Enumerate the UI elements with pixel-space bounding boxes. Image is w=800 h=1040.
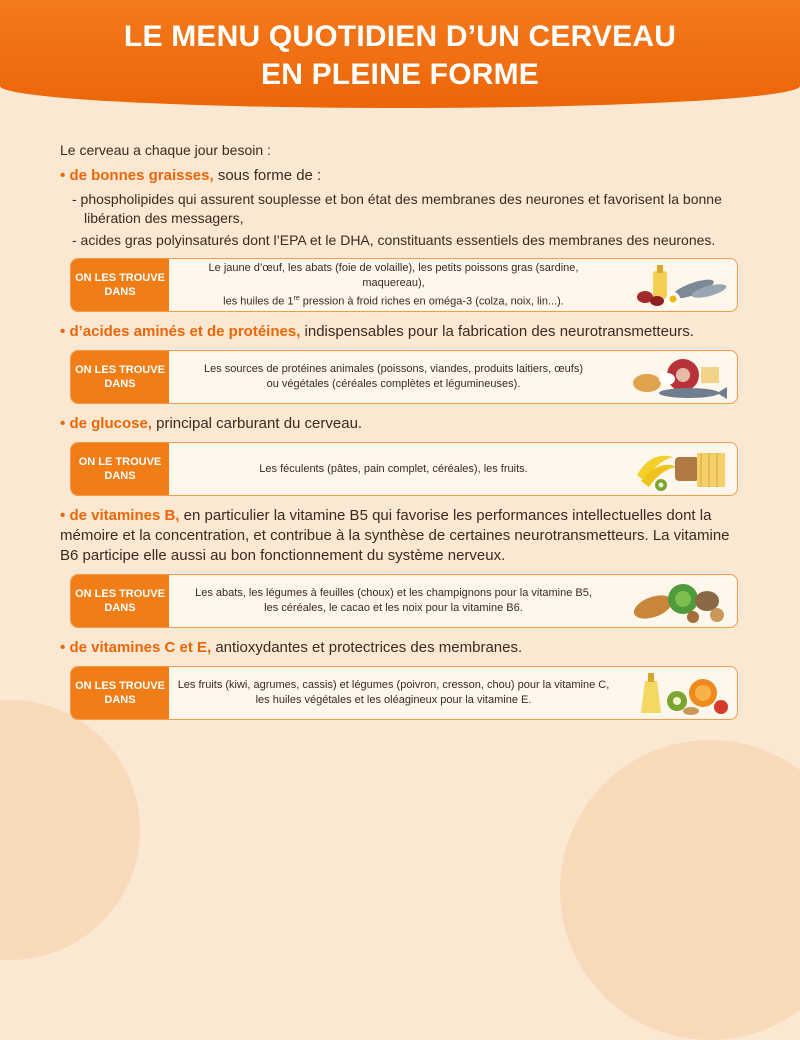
source-line-2 (223, 291, 564, 310)
list-item: - phospholipides qui assurent souplesse et bon état des membranes des neurones et favorisent la bonne libération des messagers, (72, 191, 722, 226)
sublist-graisses (60, 190, 750, 250)
section-rest: en particulier la vitamine B5 qui favorise les performances intellectuelles dont la mémoire et la concentration, et contribue à la synthèse de certaines neurotransmetteurs. La vitamine B6 participe elle aussi au bon fonctionnement du système nerveux. (60, 507, 730, 564)
source-line-2a: les huiles de 1 (223, 295, 294, 308)
section-title-graisses (60, 166, 750, 186)
source-tag (71, 259, 169, 311)
title-line-2: EN PLEINE FORME (260, 58, 540, 91)
source-line-1: Les fruits (kiwi, agrumes, cassis) et légumes (poivron, cresson, chou) pour la vitamine C, (177, 679, 610, 691)
section-rest: antioxydantes et protectrices des membranes. (211, 639, 523, 656)
bullet: • (60, 323, 66, 340)
source-line-2: ou végétales (céréales complètes et légumineuses). (266, 378, 521, 390)
tag-line-2: DANS (104, 602, 136, 614)
meat-fish-bread-illustration (631, 353, 731, 401)
title-line-1: LE MENU QUOTIDIEN D’UN CERVEAU (123, 20, 677, 53)
section-title-proteines (60, 322, 750, 342)
source-tag (71, 575, 169, 627)
source-box-vitamines-b (70, 574, 738, 628)
section-highlight: de bonnes graisses, (69, 167, 214, 184)
bread-cabbage-nuts-illustration (631, 577, 731, 625)
bullet: • (60, 507, 66, 524)
source-line-2: les huiles végétales et les oléagineux pour la vitamine E. (255, 694, 532, 706)
tag-line-1: ON LES TROUVE (75, 680, 165, 692)
source-text (176, 443, 611, 495)
source-line-1: Les abats, les légumes à feuilles (choux) et les champignons pour la vitamine B5, (195, 587, 592, 599)
tag-line-1: ON LES TROUVE (75, 272, 165, 284)
section-rest: principal carburant du cerveau. (151, 415, 363, 432)
tag-line-1: ON LE TROUVE (78, 456, 162, 468)
source-tag (71, 443, 169, 495)
source-line-1: Les féculents (pâtes, pain complet, céréales), les fruits. (259, 462, 528, 475)
banana-bread-pasta-illustration (631, 445, 731, 493)
decorative-circle-left (0, 700, 140, 960)
decorative-circle-right (560, 740, 800, 1040)
source-line-2: les céréales, le cacao et les noix pour la vitamine B6. (264, 602, 523, 614)
page-title (0, 18, 800, 94)
section-title-vitamines-ce (60, 638, 750, 658)
source-box-proteines (70, 350, 738, 404)
list-item: - acides gras polyinsaturés dont l’EPA et le DHA, constituants essentiels des membranes des neurones. (72, 232, 716, 248)
source-text (176, 575, 611, 627)
superscript: re (293, 294, 300, 302)
tag-line-2: DANS (104, 694, 136, 706)
source-box-glucose (70, 442, 738, 496)
tag-line-1: ON LES TROUVE (75, 588, 165, 600)
tag-line-2: DANS (104, 378, 136, 390)
section-highlight: de vitamines C et E, (69, 639, 212, 656)
source-box-graisses (70, 258, 738, 312)
header-banner (0, 0, 800, 108)
bullet: • (60, 167, 66, 184)
section-highlight: de glucose, (69, 415, 152, 432)
section-title-glucose (60, 414, 750, 434)
tag-line-2: DANS (104, 286, 136, 298)
source-line-2b: pression à froid riches en oméga-3 (colza, noix, lin...). (299, 295, 564, 308)
source-line-1: Les sources de protéines animales (poissons, viandes, produits laitiers, œufs) (203, 363, 584, 375)
source-tag (71, 667, 169, 719)
section-highlight: d’acides aminés et de protéines, (69, 323, 301, 340)
bullet: • (60, 639, 66, 656)
source-text (176, 667, 611, 719)
intro-text: Le cerveau a chaque jour besoin : (60, 142, 271, 158)
oil-kiwi-orange-illustration (631, 669, 731, 717)
section-rest: sous forme de : (213, 167, 322, 184)
eggs-fish-oil-illustration (631, 261, 731, 309)
source-tag (71, 351, 169, 403)
section-highlight: de vitamines B, (69, 507, 180, 524)
source-line-1: Le jaune d’œuf, les abats (foie de volaille), les petits poissons gras (sardine, maquereau), (208, 261, 579, 289)
tag-line-1: ON LES TROUVE (75, 364, 165, 376)
source-box-vitamines-ce (70, 666, 738, 720)
main-content (60, 142, 750, 730)
section-title-vitamines-b (60, 506, 750, 566)
source-text (176, 351, 611, 403)
source-text (176, 259, 611, 311)
section-rest: indispensables pour la fabrication des neurotransmetteurs. (300, 323, 694, 340)
tag-line-2: DANS (104, 470, 136, 482)
bullet: • (60, 415, 66, 432)
